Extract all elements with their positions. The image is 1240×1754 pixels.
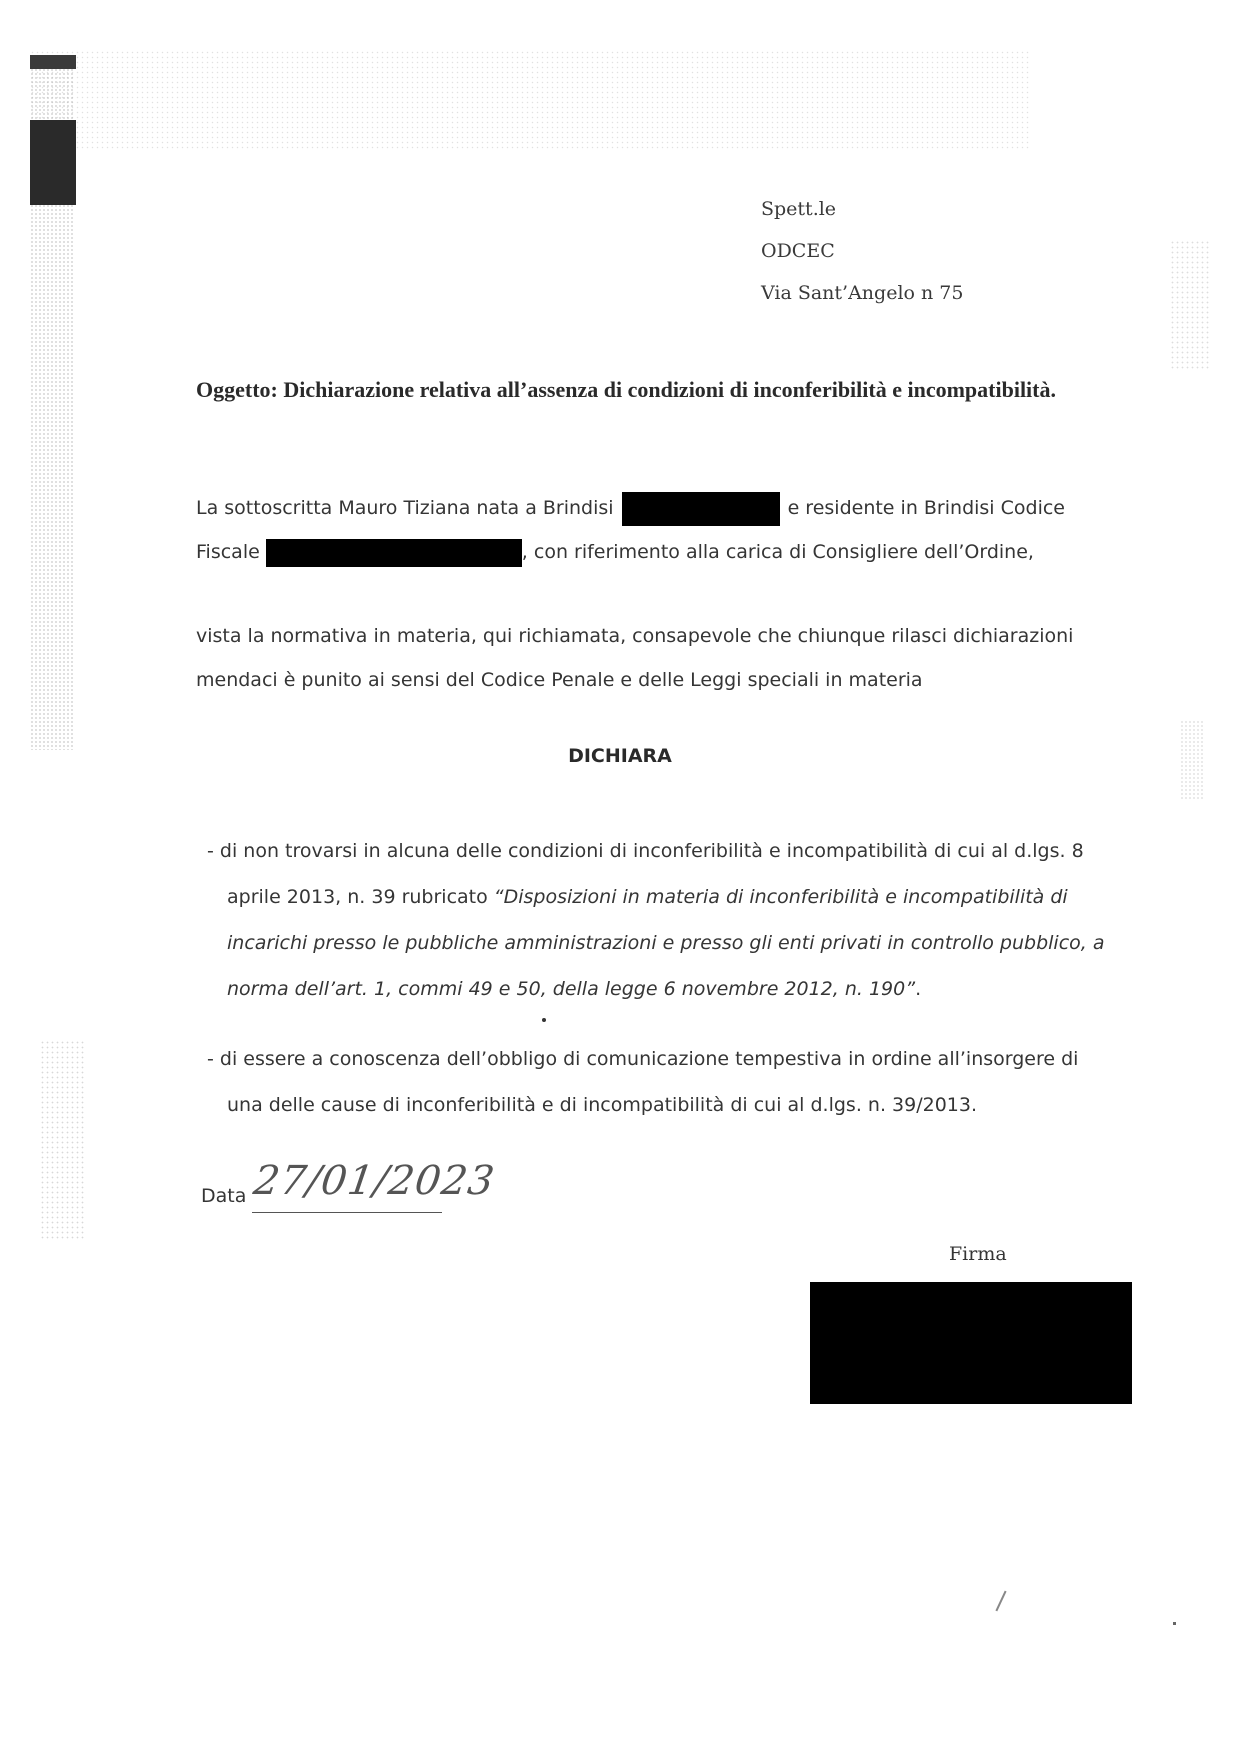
- item2-line-1: - di essere a conoscenza dell’obbligo di comunicazione tempestiva in ordine all’insorgere di: [207, 1048, 1079, 1070]
- signature-label: Firma: [949, 1243, 1007, 1265]
- subject-text: Dichiarazione relativa all’assenza di condizioni di inconferibilità e incompatibilità.: [283, 377, 1056, 402]
- recipient-address: [761, 188, 963, 314]
- premise-line-2: mendaci è punito ai sensi del Codice Penale e delle Leggi speciali in materia: [196, 669, 923, 691]
- redacted-tax-code: [266, 539, 522, 567]
- stray-pen-mark: [995, 1591, 1006, 1612]
- scan-noise-top: [30, 50, 1030, 150]
- declarant-text-2a: Fiscale: [196, 541, 260, 563]
- redacted-birthdate: [622, 492, 780, 526]
- declaration-heading: DICHIARA: [568, 745, 672, 767]
- redacted-signature: [810, 1282, 1132, 1404]
- declaration-item-2: [207, 1036, 1172, 1128]
- recipient-name: ODCEC: [761, 240, 835, 262]
- scan-mark-left: [30, 120, 76, 205]
- stray-dot-bottom: [1173, 1622, 1176, 1625]
- subject-line: [196, 368, 1166, 412]
- item1-line-2-italic: “Disposizioni in materia di inconferibilità e incompatibilità di: [493, 886, 1068, 908]
- item1-line-4: norma dell’art. 1, commi 49 e 50, della legge 6 novembre 2012, n. 190”: [227, 978, 916, 1000]
- recipient-salutation: Spett.le: [761, 198, 837, 220]
- date-label: Data: [201, 1185, 247, 1207]
- item1-line-2-plain: aprile 2013, n. 39 rubricato: [227, 886, 494, 908]
- item1-line-1: - di non trovarsi in alcuna delle condizioni di inconferibilità e incompatibilità di cui al d.lgs. 8: [207, 840, 1084, 862]
- declarant-paragraph: [196, 486, 1166, 574]
- declarant-text-1a: La sottoscritta Mauro Tiziana nata a Brindisi: [196, 497, 614, 519]
- scan-noise-left-low: [40, 1040, 85, 1240]
- stray-dot-mid: [542, 1018, 546, 1022]
- scan-mark-top: [30, 55, 76, 69]
- subject-label: Oggetto:: [196, 377, 278, 402]
- item1-line-3: incarichi presso le pubbliche amministrazioni e presso gli enti privati in controllo pubblico, a: [227, 932, 1105, 954]
- handwritten-date: 27/01/2023: [250, 1158, 498, 1204]
- declaration-item-1: [207, 828, 1172, 1012]
- premise-line-1: vista la normativa in materia, qui richiamata, consapevole che chiunque rilasci dichiarazioni: [196, 625, 1074, 647]
- item1-line-4-end: .: [915, 978, 922, 1000]
- premise-paragraph: [196, 614, 1166, 702]
- date-underline: [252, 1212, 442, 1213]
- item2-line-2: una delle cause di inconferibilità e di incompatibilità di cui al d.lgs. n. 39/2013.: [227, 1094, 977, 1116]
- scan-noise-right: [1170, 240, 1210, 370]
- declarant-text-2b: , con riferimento alla carica di Consigliere dell’Ordine,: [521, 541, 1034, 563]
- declarant-text-1b: e residente in Brindisi Codice: [787, 497, 1065, 519]
- recipient-street: Via Sant’Angelo n 75: [761, 282, 964, 304]
